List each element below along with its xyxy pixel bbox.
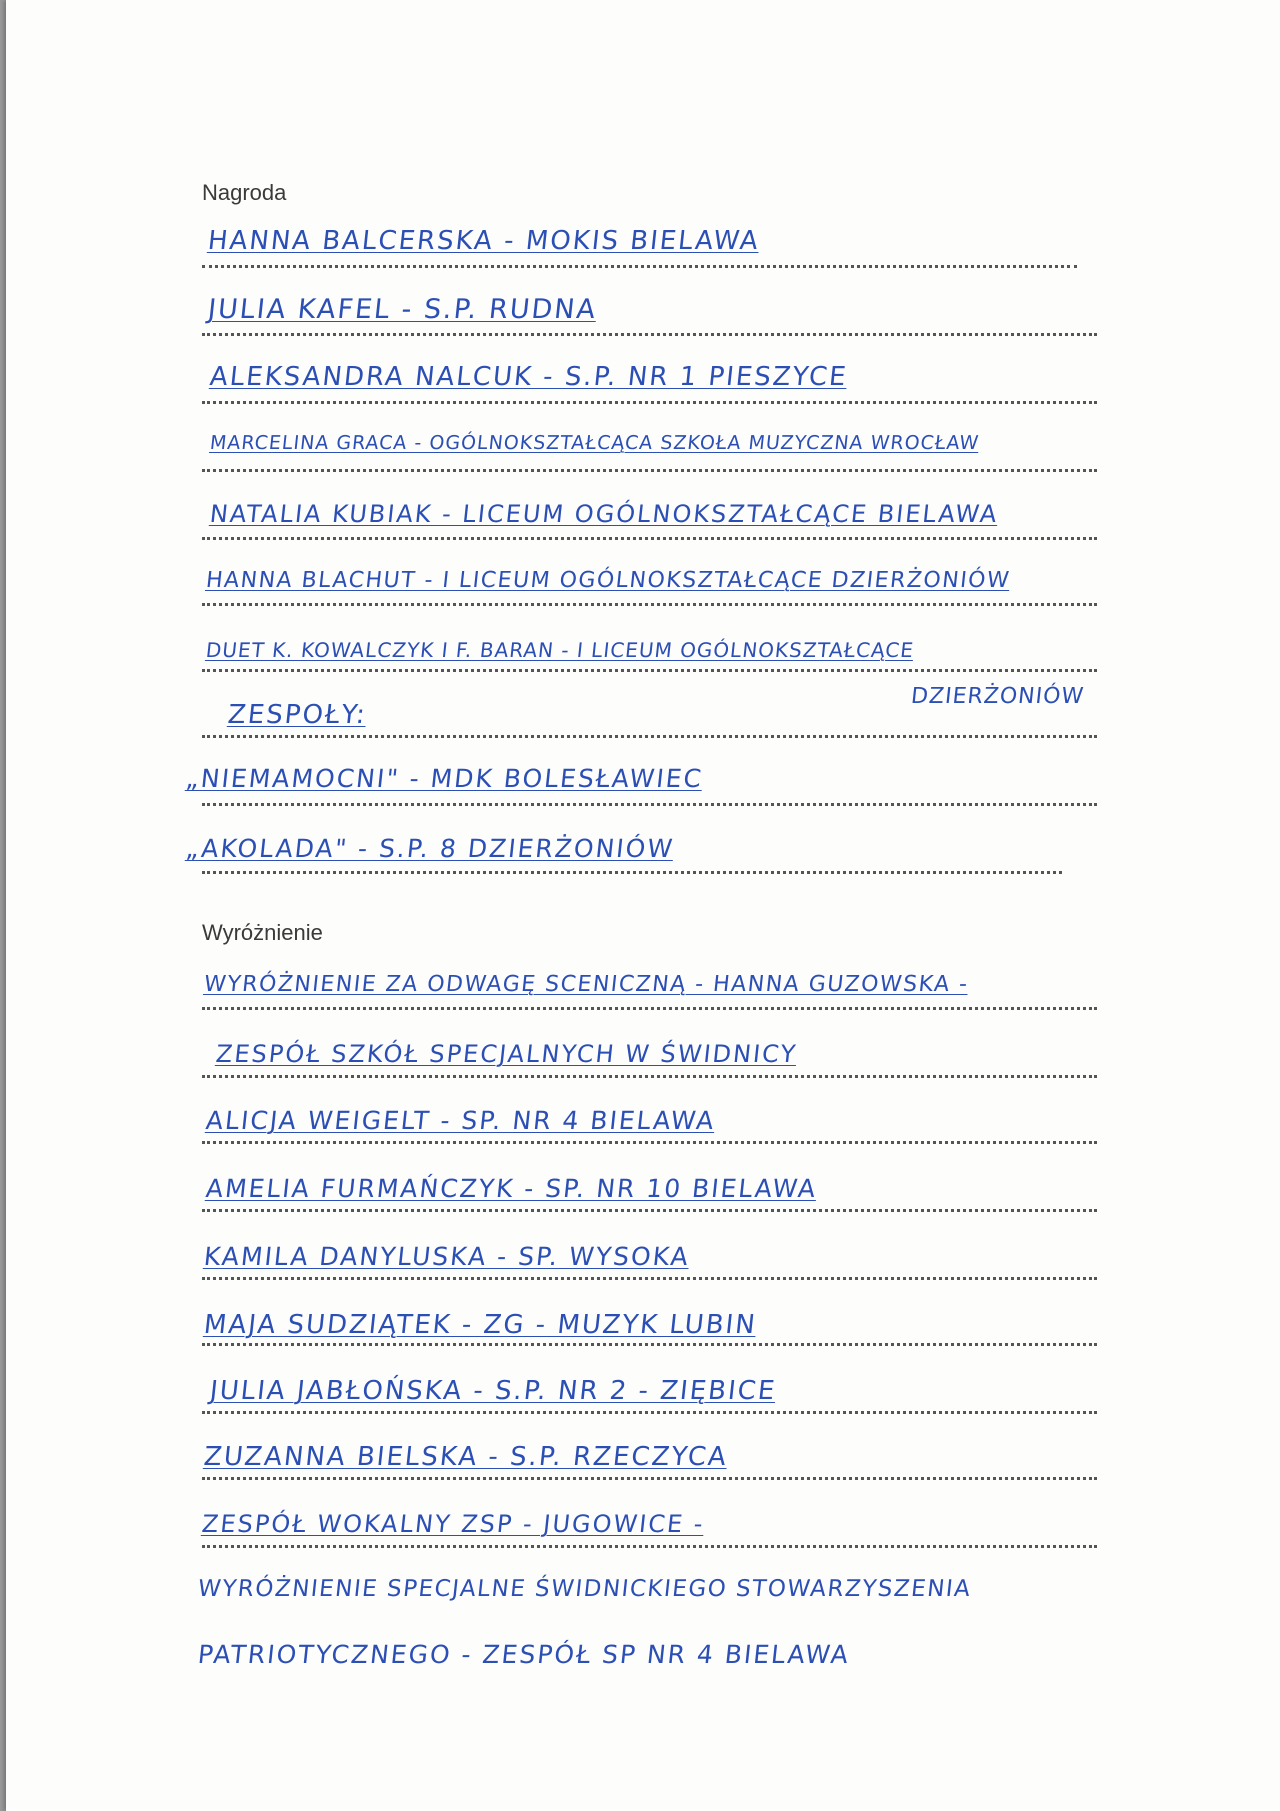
dotted-line	[202, 871, 1062, 874]
distinction-entry: ZESPÓŁ WOKALNY ZSP - JUGOWICE -	[200, 1510, 706, 1538]
distinction-entry: ZUZANNA BIELSKA - S.P. RZECZYCA	[202, 1442, 730, 1472]
distinction-entry: WYRÓŻNIENIE ZA ODWAGĘ SCENICZNĄ - HANNA GUZOWSKA -	[202, 972, 970, 997]
award-entry: DZIERŻONIÓW	[909, 684, 1086, 709]
distinction-entry: PATRIOTYCZNEGO - ZESPÓŁ SP NR 4 BIELAWA	[196, 1640, 852, 1669]
award-entry: HANNA BALCERSKA - MOKIS BIELAWA	[206, 226, 762, 256]
award-heading: Nagroda	[202, 180, 287, 205]
distinction-entry: MAJA SUDZIĄTEK - ZG - MUZYK LUBIN	[202, 1310, 759, 1340]
distinction-entry: KAMILA DANYLUSKA - SP. WYSOKA	[202, 1242, 692, 1271]
dotted-line	[202, 1075, 1097, 1078]
dotted-line	[202, 1007, 1097, 1010]
distinction-entry: AMELIA FURMAŃCZYK - SP. NR 10 BIELAWA	[204, 1174, 819, 1203]
dotted-line	[202, 1209, 1097, 1212]
dotted-line	[202, 603, 1097, 606]
dotted-line	[202, 469, 1097, 472]
award-entry: DUET K. KOWALCZYK I F. BARAN - I LICEUM OGÓLNOKSZTAŁCĄCE	[204, 638, 916, 662]
dotted-line	[202, 1343, 1097, 1346]
document-page	[6, 0, 1280, 1811]
award-entry: „NIEMAMOCNI" - MDK BOLESŁAWIEC	[184, 764, 705, 793]
dotted-line	[202, 735, 1097, 738]
distinction-entry: JULIA JABŁOŃSKA - S.P. NR 2 - ZIĘBICE	[208, 1376, 778, 1406]
dotted-line	[202, 1545, 1097, 1548]
award-entry: ZESPOŁY:	[226, 700, 369, 730]
dotted-line	[202, 537, 1097, 540]
distinction-entry: ZESPÓŁ SZKÓŁ SPECJALNYCH W ŚWIDNICY	[214, 1040, 799, 1068]
dotted-line	[202, 1141, 1097, 1144]
distinction-entry: WYRÓŻNIENIE SPECJALNE ŚWIDNICKIEGO STOWARZYSZENIA	[196, 1576, 973, 1602]
distinction-entry: ALICJA WEIGELT - SP. NR 4 BIELAWA	[204, 1106, 717, 1135]
dotted-line	[202, 265, 1077, 268]
award-entry: MARCELINA GRACA - OGÓLNOKSZTAŁCĄCA SZKOŁA MUZYCZNA WROCŁAW	[208, 432, 981, 454]
award-entry: HANNA BLACHUT - I LICEUM OGÓLNOKSZTAŁCĄCE DZIERŻONIÓW	[204, 568, 1012, 593]
dotted-line	[202, 1477, 1097, 1480]
award-entry: „AKOLADA" - S.P. 8 DZIERŻONIÓW	[184, 834, 676, 863]
dotted-line	[202, 669, 1097, 672]
distinction-heading: Wyróżnienie	[202, 920, 323, 945]
award-entry: NATALIA KUBIAK - LICEUM OGÓLNOKSZTAŁCĄCE BIELAWA	[208, 500, 1000, 528]
award-entry: JULIA KAFEL - S.P. RUDNA	[206, 294, 599, 325]
dotted-line	[202, 1277, 1097, 1280]
dotted-line	[202, 1411, 1097, 1414]
dotted-line	[202, 401, 1097, 404]
dotted-line	[202, 803, 1097, 806]
award-entry: ALEKSANDRA NALCUK - S.P. NR 1 PIESZYCE	[208, 362, 850, 392]
dotted-line	[202, 333, 1097, 336]
